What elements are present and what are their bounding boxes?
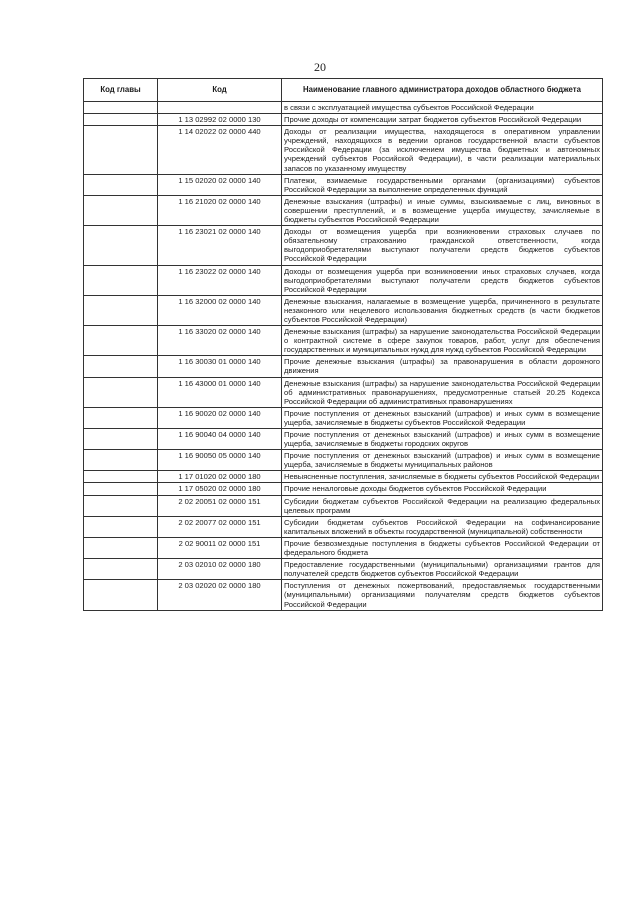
name-cell: Доходы от реализации имущества, находящегося в оперативном управлении учреждений, находящихся в ведении органов государственной власти субъектов Российской Федерации (за исключением имущества бюджетных и автономных учреждений субъектов Российской Федерации), в части реализации материальных запасов по указанному имуществу bbox=[282, 126, 603, 174]
name-cell: Прочие поступления от денежных взысканий (штрафов) и иных сумм в возмещение ущерба, зачисляемые в бюджеты субъектов Российской Федерации bbox=[282, 407, 603, 428]
table-row bbox=[84, 377, 603, 407]
chapter-code-cell bbox=[84, 195, 158, 225]
table-row bbox=[84, 102, 603, 114]
chapter-code-cell bbox=[84, 356, 158, 377]
chapter-code-cell bbox=[84, 114, 158, 126]
name-cell: Денежные взыскания (штрафы) за нарушение законодательства Российской Федерации о контрактной системе в сфере закупок товаров, работ, услуг для обеспечения государственных и муниципальных нужд для нужд субъектов Российской Федерации bbox=[282, 326, 603, 356]
chapter-code-cell bbox=[84, 429, 158, 450]
name-cell: Денежные взыскания (штрафы) и иные суммы, взыскиваемые с лиц, виновных в совершении преступлений, и в возмещение ущерба имуществу, зачисляемые в бюджеты субъектов Российской Федерации bbox=[282, 195, 603, 225]
table-row bbox=[84, 559, 603, 580]
table-row bbox=[84, 407, 603, 428]
page-number: 20 bbox=[314, 60, 326, 74]
code-cell: 1 15 02020 02 0000 140 bbox=[158, 174, 282, 195]
chapter-code-cell bbox=[84, 174, 158, 195]
chapter-code-cell bbox=[84, 450, 158, 471]
table-row bbox=[84, 495, 603, 516]
chapter-code-cell bbox=[84, 265, 158, 295]
table-row bbox=[84, 114, 603, 126]
code-cell bbox=[158, 102, 282, 114]
code-cell: 1 17 01020 02 0000 180 bbox=[158, 471, 282, 483]
chapter-code-cell bbox=[84, 377, 158, 407]
name-cell: Субсидии бюджетам субъектов Российской Федерации на реализацию федеральных целевых программ bbox=[282, 495, 603, 516]
table-header bbox=[84, 79, 603, 102]
table-row bbox=[84, 226, 603, 265]
chapter-code-cell bbox=[84, 471, 158, 483]
code-cell: 1 16 30030 01 0000 140 bbox=[158, 356, 282, 377]
code-header: Код bbox=[158, 79, 282, 102]
name-cell: Прочие доходы от компенсации затрат бюджетов субъектов Российской Федерации bbox=[282, 114, 603, 126]
name-cell: Прочие неналоговые доходы бюджетов субъектов Российской Федерации bbox=[282, 483, 603, 495]
table-row bbox=[84, 450, 603, 471]
name-cell: Невыясненные поступления, зачисляемые в бюджеты субъектов Российской Федерации bbox=[282, 471, 603, 483]
code-cell: 1 13 02992 02 0000 130 bbox=[158, 114, 282, 126]
table-row bbox=[84, 295, 603, 325]
code-cell: 1 14 02022 02 0000 440 bbox=[158, 126, 282, 174]
code-cell: 2 03 02010 02 0000 180 bbox=[158, 559, 282, 580]
table-row bbox=[84, 537, 603, 558]
code-cell: 1 16 43000 01 0000 140 bbox=[158, 377, 282, 407]
revenue-codes-table bbox=[83, 78, 603, 611]
chapter-code-cell bbox=[84, 326, 158, 356]
table-row bbox=[84, 265, 603, 295]
chapter-code-cell bbox=[84, 516, 158, 537]
name-cell: Предоставление государственными (муниципальными) организациями грантов для получателей средств бюджетов субъектов Российской Федерации bbox=[282, 559, 603, 580]
code-cell: 2 02 20051 02 0000 151 bbox=[158, 495, 282, 516]
chapter-code-cell bbox=[84, 102, 158, 114]
name-cell: Субсидии бюджетам субъектов Российской Федерации на софинансирование капитальных вложений в объекты государственной (муниципальной) собственности bbox=[282, 516, 603, 537]
table-body bbox=[84, 102, 603, 611]
name-cell: Прочие поступления от денежных взысканий (штрафов) и иных сумм в возмещение ущерба, зачисляемые в бюджеты городских округов bbox=[282, 429, 603, 450]
table-row bbox=[84, 483, 603, 495]
chapter-code-header: Код главы bbox=[84, 79, 158, 102]
name-cell: Платежи, взимаемые государственными органами (организациями) субъектов Российской Федерации за выполнение определенных функций bbox=[282, 174, 603, 195]
table-row bbox=[84, 471, 603, 483]
name-cell: Прочие поступления от денежных взысканий (штрафов) и иных сумм в возмещение ущерба, зачисляемые в бюджеты муниципальных районов bbox=[282, 450, 603, 471]
table-row bbox=[84, 429, 603, 450]
code-cell: 1 16 90040 04 0000 140 bbox=[158, 429, 282, 450]
code-cell: 2 02 20077 02 0000 151 bbox=[158, 516, 282, 537]
chapter-code-cell bbox=[84, 495, 158, 516]
chapter-code-cell bbox=[84, 295, 158, 325]
code-cell: 1 16 33020 02 0000 140 bbox=[158, 326, 282, 356]
code-cell: 2 02 90011 02 0000 151 bbox=[158, 537, 282, 558]
name-header: Наименование главного администратора доходов областного бюджета bbox=[282, 79, 603, 102]
table-row bbox=[84, 580, 603, 610]
name-cell: Прочие денежные взыскания (штрафы) за правонарушения в области дорожного движения bbox=[282, 356, 603, 377]
name-cell: в связи с эксплуатацией имущества субъектов Российской Федерации bbox=[282, 102, 603, 114]
name-cell: Доходы от возмещения ущерба при возникновении страховых случаев по обязательному страхованию гражданской ответственности, когда выгодоприобретателями выступают получатели средств бюджетов субъектов Российской Федерации bbox=[282, 226, 603, 265]
name-cell: Поступления от денежных пожертвований, предоставляемых государственными (муниципальными) организациями получателям средств бюджетов субъектов Российской Федерации bbox=[282, 580, 603, 610]
name-cell: Доходы от возмещения ущерба при возникновении иных страховых случаев, когда выгодоприобретателями выступают получатели средств бюджетов субъектов Российской Федерации bbox=[282, 265, 603, 295]
name-cell: Денежные взыскания (штрафы) за нарушение законодательства Российской Федерации об административных правонарушениях, предусмотренные статьей 20.25 Кодекса Российской Федерации об административных правонарушениях bbox=[282, 377, 603, 407]
chapter-code-cell bbox=[84, 483, 158, 495]
chapter-code-cell bbox=[84, 126, 158, 174]
chapter-code-cell bbox=[84, 407, 158, 428]
code-cell: 1 16 23021 02 0000 140 bbox=[158, 226, 282, 265]
name-cell: Денежные взыскания, налагаемые в возмещение ущерба, причиненного в результате незаконного или нецелевого использования бюджетных средств (в части бюджетов субъектов Российской Федерации) bbox=[282, 295, 603, 325]
table-row bbox=[84, 126, 603, 174]
chapter-code-cell bbox=[84, 226, 158, 265]
chapter-code-cell bbox=[84, 580, 158, 610]
code-cell: 1 16 90020 02 0000 140 bbox=[158, 407, 282, 428]
table-row bbox=[84, 195, 603, 225]
table-row bbox=[84, 516, 603, 537]
chapter-code-cell bbox=[84, 559, 158, 580]
table-row bbox=[84, 356, 603, 377]
table-row bbox=[84, 174, 603, 195]
table-row bbox=[84, 326, 603, 356]
code-cell: 1 16 23022 02 0000 140 bbox=[158, 265, 282, 295]
code-cell: 2 03 02020 02 0000 180 bbox=[158, 580, 282, 610]
code-cell: 1 16 21020 02 0000 140 bbox=[158, 195, 282, 225]
chapter-code-cell bbox=[84, 537, 158, 558]
code-cell: 1 17 05020 02 0000 180 bbox=[158, 483, 282, 495]
code-cell: 1 16 90050 05 0000 140 bbox=[158, 450, 282, 471]
code-cell: 1 16 32000 02 0000 140 bbox=[158, 295, 282, 325]
name-cell: Прочие безвозмездные поступления в бюджеты субъектов Российской Федерации от федерального бюджета bbox=[282, 537, 603, 558]
